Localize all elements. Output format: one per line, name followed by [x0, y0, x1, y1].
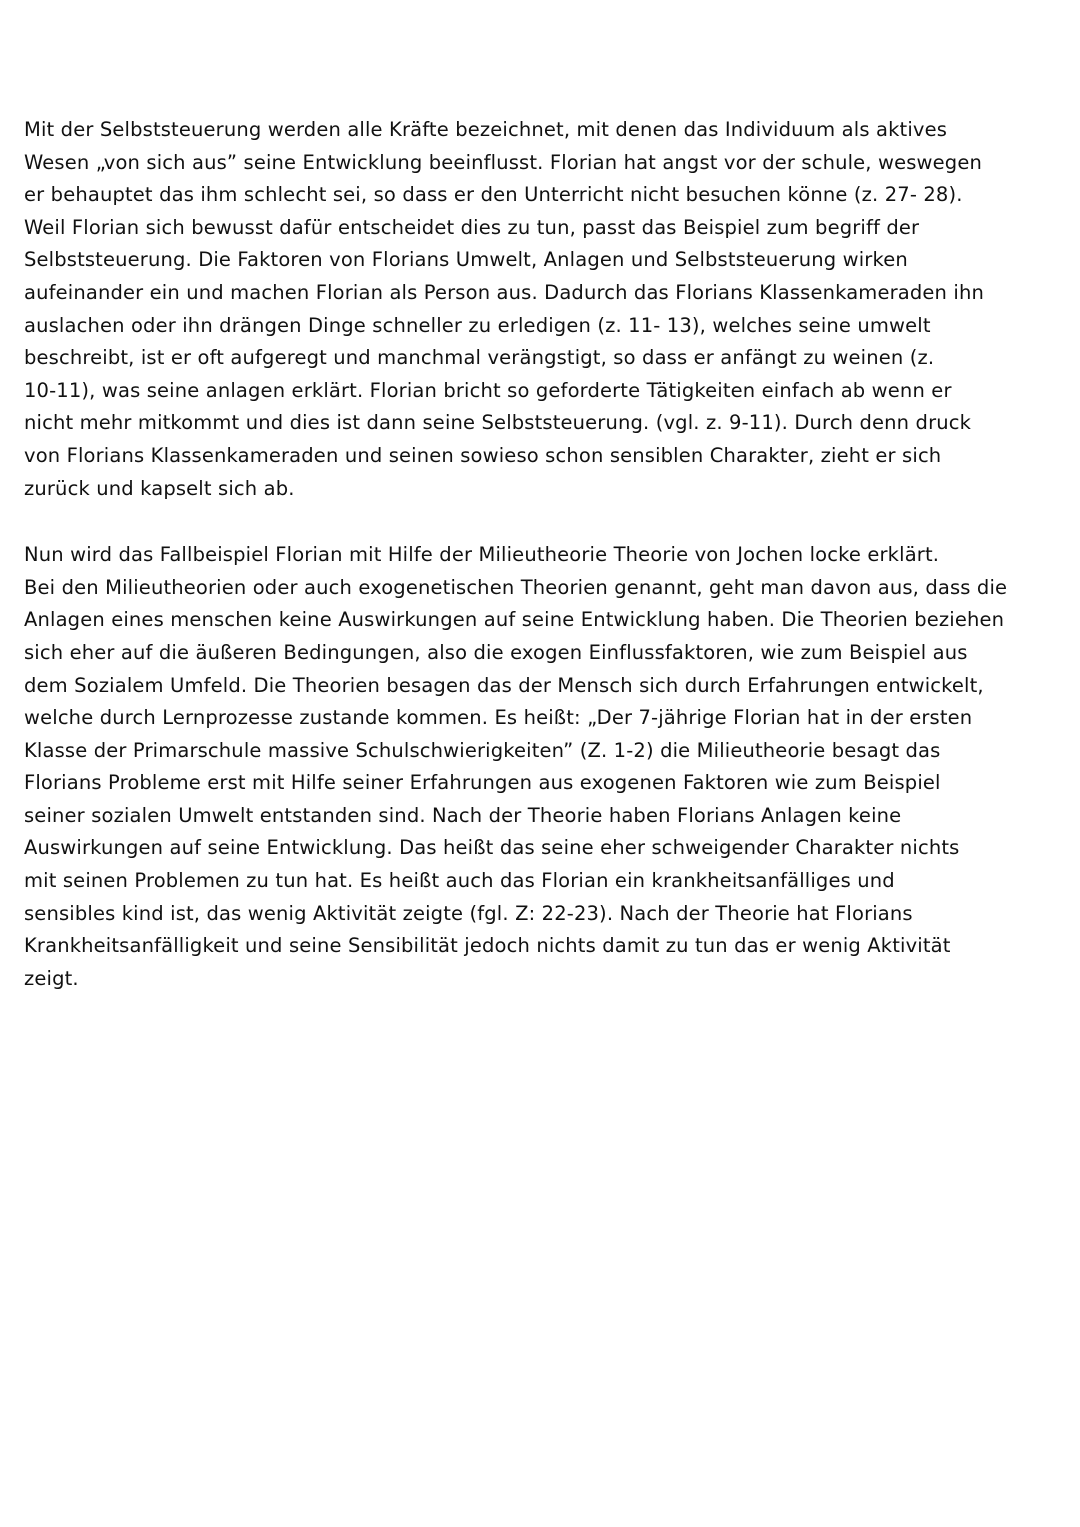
text-line: Florians Probleme erst mit Hilfe seiner Erfahrungen aus exogenen Faktoren wie zum Beispiel: [24, 771, 941, 795]
text-line: Auswirkungen auf seine Entwicklung. Das heißt das seine eher schweigender Charakter nichts: [24, 836, 960, 860]
text-line: Weil Florian sich bewusst dafür entscheidet dies zu tun, passt das Beispiel zum begriff der: [24, 215, 920, 239]
text-line: Bei den Milieutheorien oder auch exogenetischen Theorien genannt, geht man davon aus, dass die: [24, 575, 1008, 599]
text-line: Nun wird das Fallbeispiel Florian mit Hilfe der Milieutheorie Theorie von Jochen locke erklärt.: [24, 543, 940, 567]
text-line: 10-11), was seine anlagen erklärt. Florian bricht so geforderte Tätigkeiten einfach ab wenn er: [24, 378, 952, 402]
text-line: mit seinen Problemen zu tun hat. Es heißt auch das Florian ein krankheitsanfälliges und: [24, 869, 895, 893]
text-line: nicht mehr mitkommt und dies ist dann seine Selbststeuerung. (vgl. z. 9-11). Durch denn druck: [24, 411, 972, 435]
text-line: Selbststeuerung. Die Faktoren von Florians Umwelt, Anlagen und Selbststeuerung wirken: [24, 248, 908, 272]
text-line: Mit der Selbststeuerung werden alle Kräfte bezeichnet, mit denen das Individuum als aktives: [24, 118, 948, 141]
document-page: [24, 114, 1054, 995]
text-line: Krankheitsanfälligkeit und seine Sensibilität jedoch nichts damit zu tun das er wenig Aktivität: [24, 934, 951, 958]
text-line: aufeinander ein und machen Florian als Person aus. Dadurch das Florians Klassenkameraden ihn: [24, 280, 984, 304]
text-line: er behauptet das ihm schlecht sei, so dass er den Unterricht nicht besuchen könne (z. 27- 28).: [24, 183, 963, 207]
text-line: Wesen „von sich aus” seine Entwicklung beeinflusst. Florian hat angst vor der schule, weswegen: [24, 150, 982, 174]
text-line: zurück und kapselt sich ab.: [24, 476, 295, 500]
paragraph-milieutheorie: [24, 539, 1054, 995]
text-line: dem Sozialem Umfeld. Die Theorien besagen das der Mensch sich durch Erfahrungen entwickelt,: [24, 673, 984, 697]
text-line: Klasse der Primarschule massive Schulschwierigkeiten” (Z. 1-2) die Milieutheorie besagt das: [24, 738, 941, 762]
text-line: sich eher auf die äußeren Bedingungen, also die exogen Einflussfaktoren, wie zum Beispiel aus: [24, 640, 968, 664]
text-line: welche durch Lernprozesse zustande kommen. Es heißt: „Der 7-jährige Florian hat in der ersten: [24, 706, 973, 730]
text-line: zeigt.: [24, 966, 79, 990]
text-line: auslachen oder ihn drängen Dinge schneller zu erledigen (z. 11- 13), welches seine umwelt: [24, 313, 931, 337]
text-line: seiner sozialen Umwelt entstanden sind. Nach der Theorie haben Florians Anlagen keine: [24, 803, 902, 827]
text-line: von Florians Klassenkameraden und seinen sowieso schon sensiblen Charakter, zieht er sich: [24, 443, 942, 467]
text-line: beschreibt, ist er oft aufgeregt und manchmal verängstigt, so dass er anfängt zu weinen (z.: [24, 346, 935, 370]
text-line: sensibles kind ist, das wenig Aktivität zeigte (fgl. Z: 22-23). Nach der Theorie hat Florians: [24, 901, 913, 925]
text-line: Anlagen eines menschen keine Auswirkungen auf seine Entwicklung haben. Die Theorien beziehen: [24, 608, 1005, 632]
paragraph-selbststeuerung: [24, 114, 1054, 505]
